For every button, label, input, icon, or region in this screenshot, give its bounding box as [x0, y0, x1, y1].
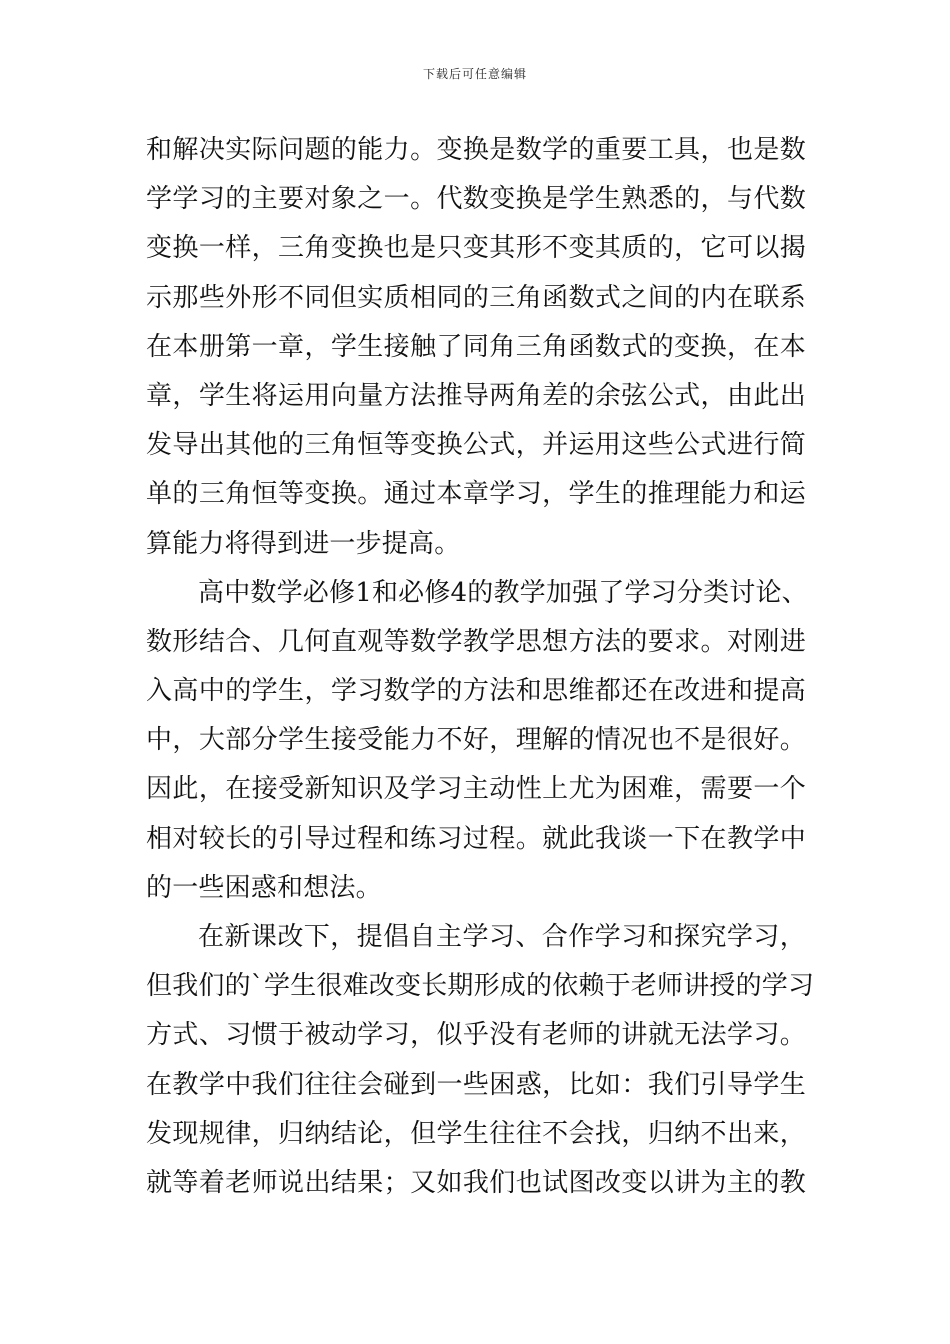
paragraph-1-line-9: 算能力将得到进一步提高。	[146, 528, 461, 559]
paragraph-3-line-3: 方式、习惯于被动学习，似乎没有老师的讲就无法学习。	[146, 1020, 806, 1051]
paragraph-2-line-3: 入高中的学生，学习数学的方法和思维都还在改进和提高	[146, 676, 806, 707]
paragraph-1-line-4: 示那些外形不同但实质相同的三角函数式之间的内在联系	[146, 282, 806, 313]
paragraph-1-line-7: 发导出其他的三角恒等变换公式，并运用这些公式进行简	[146, 430, 806, 461]
paragraph-3-line-1: 在新课改下，提倡自主学习、合作学习和探究学习，	[198, 922, 806, 952]
paragraph-3-line-4: 在教学中我们往往会碰到一些困惑，比如：我们引导学生	[146, 1069, 806, 1100]
paragraph-3-line-6: 就等着老师说出结果；又如我们也试图改变以讲为主的教	[146, 1167, 806, 1198]
paragraph-2-line-6: 相对较长的引导过程和练习过程。就此我谈一下在教学中	[146, 823, 806, 854]
paragraph-1-line-1: 和解决实际问题的能力。变换是数学的重要工具，也是数	[146, 135, 806, 165]
paragraph-2-line-1: 高中数学必修1和必修4的教学加强了学习分类讨论、	[198, 577, 808, 608]
paragraph-2-line-2: 数形结合、几何直观等数学教学思想方法的要求。对刚进	[146, 626, 806, 657]
document-body	[146, 126, 815, 1208]
paragraph-1-line-5: 在本册第一章，学生接触了同角三角函数式的变换，在本	[146, 331, 806, 362]
paragraph-2-line-4: 中，大部分学生接受能力不好，理解的情况也不是很好。	[146, 725, 806, 756]
paragraph-3-line-5: 发现规律，归纳结论，但学生往往不会找，归纳不出来，	[146, 1118, 806, 1149]
page-header: 下载后可任意编辑	[422, 67, 527, 81]
paragraph-3-line-2: 但我们的`学生很难改变长期形成的依赖于老师讲授的学习	[146, 971, 815, 1002]
paragraph-1-line-8: 单的三角恒等变换。通过本章学习，学生的推理能力和运	[146, 479, 806, 510]
paragraph-1-line-2: 学学习的主要对象之一。代数变换是学生熟悉的，与代数	[146, 184, 806, 215]
paragraph-1-line-3: 变换一样，三角变换也是只变其形不变其质的，它可以揭	[146, 233, 806, 264]
paragraph-2-line-5: 因此，在接受新知识及学习主动性上尤为困难，需要一个	[146, 774, 806, 805]
paragraph-2-line-7: 的一些困惑和想法。	[146, 872, 382, 903]
paragraph-1-line-6: 章，学生将运用向量方法推导两角差的余弦公式，由此出	[146, 380, 806, 411]
